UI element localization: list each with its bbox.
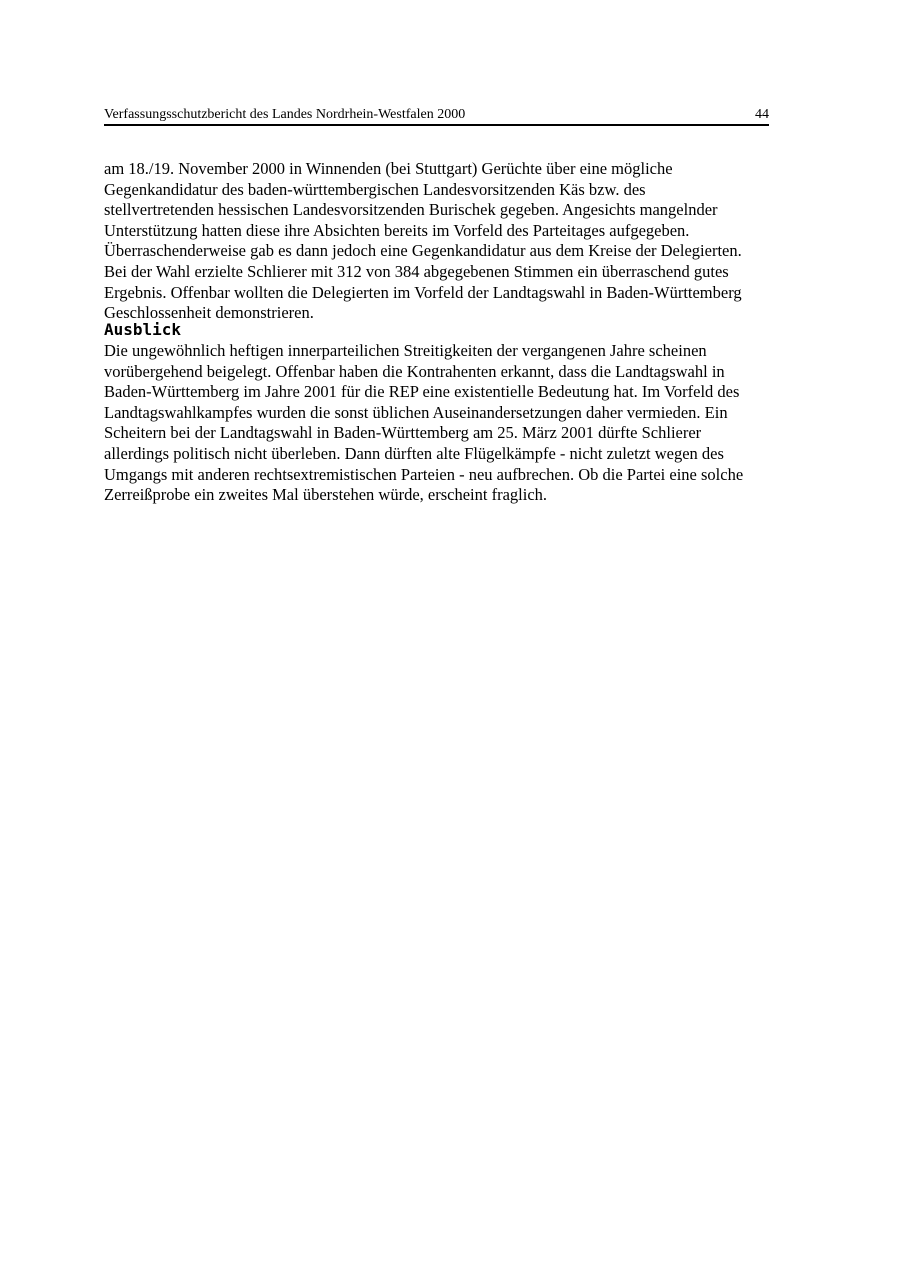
text-line: Unterstützung hatten diese ihre Absichten bereits im Vorfeld des Parteitages aufgegeben. xyxy=(104,220,690,240)
paragraph-election-context xyxy=(104,159,804,324)
text-line: Umgangs mit anderen rechtsextremistischen Parteien - neu aufbrechen. Ob die Partei eine solche xyxy=(104,464,744,484)
text-line: am 18./19. November 2000 in Winnenden (bei Stuttgart) Gerüchte über eine mögliche xyxy=(104,159,673,178)
text-line: vorübergehend beigelegt. Offenbar haben die Kontrahenten erkannt, dass die Landtagswahl in xyxy=(104,361,725,381)
text-line: Bei der Wahl erzielte Schlierer mit 312 von 384 abgegebenen Stimmen ein überraschend gutes xyxy=(104,261,729,281)
text-line: stellvertretenden hessischen Landesvorsitzenden Burischek gegeben. Angesichts mangelnder xyxy=(104,200,718,220)
text-line: Geschlossenheit demonstrieren. xyxy=(104,303,314,323)
text-line: Scheitern bei der Landtagswahl in Baden-Württemberg am 25. März 2001 dürfte Schlierer xyxy=(104,423,702,443)
text-line: Überraschenderweise gab es dann jedoch eine Gegenkandidatur aus dem Kreise der Delegierten. xyxy=(104,241,742,261)
document-title: Verfassungsschutzbericht des Landes Nordrhein-Westfalen 2000 xyxy=(104,107,466,122)
page-header xyxy=(104,106,769,126)
text-line: Baden-Württemberg im Jahre 2001 für die REP eine existentielle Bedeutung hat. Im Vorfeld des xyxy=(104,382,740,402)
text-line: Zerreißprobe ein zweites Mal überstehen würde, erscheint fraglich. xyxy=(104,485,548,505)
text-line: allerdings politisch nicht überleben. Dann dürften alte Flügelkämpfe - nicht zuletzt wegen des xyxy=(104,443,724,463)
text-line: Gegenkandidatur des baden-württembergischen Landesvorsitzenden Käs bzw. des xyxy=(104,179,646,199)
paragraph-outlook xyxy=(104,341,804,506)
text-line: Die ungewöhnlich heftigen innerparteilichen Streitigkeiten der vergangenen Jahre scheinen xyxy=(104,341,707,360)
section-heading: Ausblick xyxy=(104,320,182,339)
text-line: Landtagswahlkampfes wurden die sonst üblichen Auseinandersetzungen daher vermieden. Ein xyxy=(104,402,728,422)
page-number: 44 xyxy=(755,107,769,122)
text-line: Ergebnis. Offenbar wollten die Delegierten im Vorfeld der Landtagswahl in Baden-Württemberg xyxy=(104,282,742,302)
